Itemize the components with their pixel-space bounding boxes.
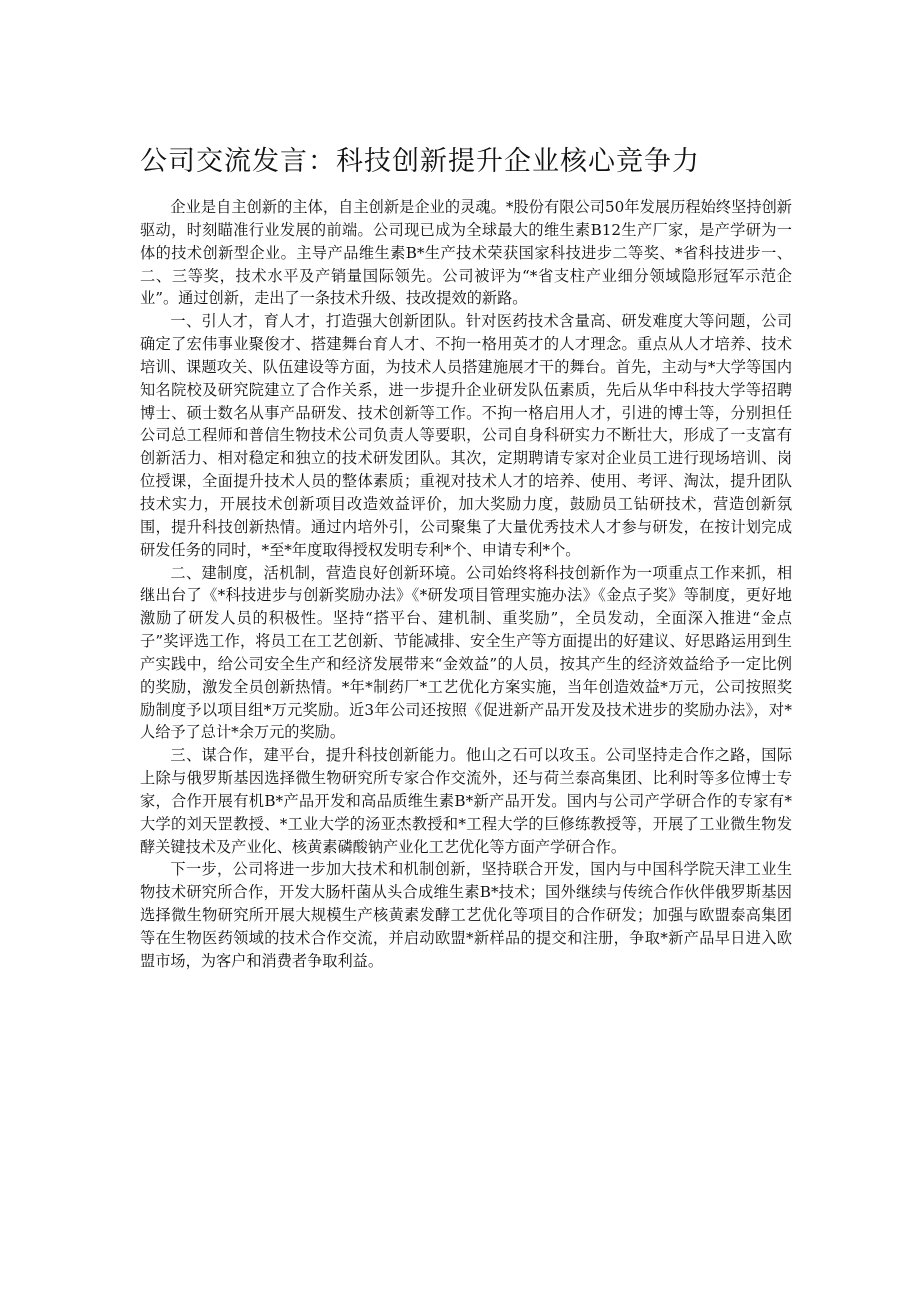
paragraph-system: 二、建制度，活机制，营造良好创新环境。公司始终将科技创新作为一项重点工作来抓，相继出台了《*科技进步与创新奖励办法》《*研发项目管理实施办法》《金点子奖》等制度，更好地激励了研发人员的积极性。坚持“搭平台、建机制、重奖励”，全员发动，全面深入推进“金点子”奖评选工作，将员工在工艺创新、节能减排、安全生产等方面提出的好建议、好思路运用到生产实践中，给公司安全生产和经济发展带来“金效益”的人员，按其产生的经济效益给予一定比例的奖励，激发全员创新热情。*年*制药厂*工艺优化方案实施，当年创造效益*万元，公司按照奖励制度予以项目组*万元奖励。近3年公司还按照《促进新产品开发及技术进步的奖励办法》，对*人给予了总计*余万元的奖励。	[140, 563, 792, 742]
document-body	[140, 196, 792, 973]
document-title: 公司交流发言：科技创新提升企业核心竞争力	[140, 146, 700, 177]
paragraph-talent: 一、引人才，育人才，打造强大创新团队。针对医药技术含量高、研发难度大等问题，公司确定了宏伟事业聚俊才、搭建舞台育人才、不拘一格用英才的人才理念。重点从人才培养、技术培训、课题攻关、队伍建设等方面，为技术人员搭建施展才干的舞台。首先，主动与*大学等国内知名院校及研究院建立了合作关系，进一步提升企业研发队伍素质，先后从华中科技大学等招聘博士、硕士数名从事产品研发、技术创新等工作。不拘一格启用人才，引进的博士等，分别担任公司总工程师和普信生物技术公司负责人等要职，公司自身科研实力不断壮大，形成了一支富有创新活力、相对稳定和独立的技术研发团队。其次，定期聘请专家对企业员工进行现场培训、岗位授课，全面提升技术人员的整体素质；重视对技术人才的培养、使用、考评、淘汰，提升团队技术实力，开展技术创新项目改造效益评价，加大奖励力度，鼓励员工钻研技术，营造创新氛围，提升科技创新热情。通过内培外引，公司聚集了大量优秀技术人才参与研发，在按计划完成研发任务的同时，*至*年度取得授权发明专利*个、申请专利*个。	[140, 312, 792, 559]
paragraph-cooperation: 三、谋合作，建平台，提升科技创新能力。他山之石可以攻玉。公司坚持走合作之路，国际上除与俄罗斯基因选择微生物研究所专家合作交流外，还与荷兰泰高集团、比利时等多位博士专家，合作开展有机B*产品开发和高品质维生素B*新产品开发。国内与公司产学研合作的专家有*大学的刘天罡教授、*工业大学的汤亚杰教授和*工程大学的巨修练教授等，开展了工业微生物发酵关键技术及产业化、核黄素磷酸钠产业化工艺优化等方面产学研合作。	[140, 746, 792, 856]
paragraph-next-step: 下一步，公司将进一步加大技术和机制创新，坚持联合开发，国内与中国科学院天津工业生物技术研究所合作，开发大肠杆菌从头合成维生素B*技术；国外继续与传统合作伙伴俄罗斯基因选择微生物研究所开展大规模生产核黄素发酵工艺优化等项目的合作研发；加强与欧盟泰高集团等在生物医药领域的技术合作交流，并启动欧盟*新样品的提交和注册，争取*新产品早日进入欧盟市场，为客户和消费者争取利益。	[140, 860, 792, 970]
paragraph-intro: 企业是自主创新的主体，自主创新是企业的灵魂。*股份有限公司50年发展历程始终坚持创新驱动，时刻瞄准行业发展的前端。公司现已成为全球最大的维生素B12生产厂家，是产学研为一体的技术创新型企业。主导产品维生素B*生产技术荣获国家科技进步二等奖、*省科技进步一、二、三等奖，技术水平及产销量国际领先。公司被评为“*省支柱产业细分领域隐形冠军示范企业”。通过创新，走出了一条技术升级、技改提效的新路。	[140, 198, 792, 308]
